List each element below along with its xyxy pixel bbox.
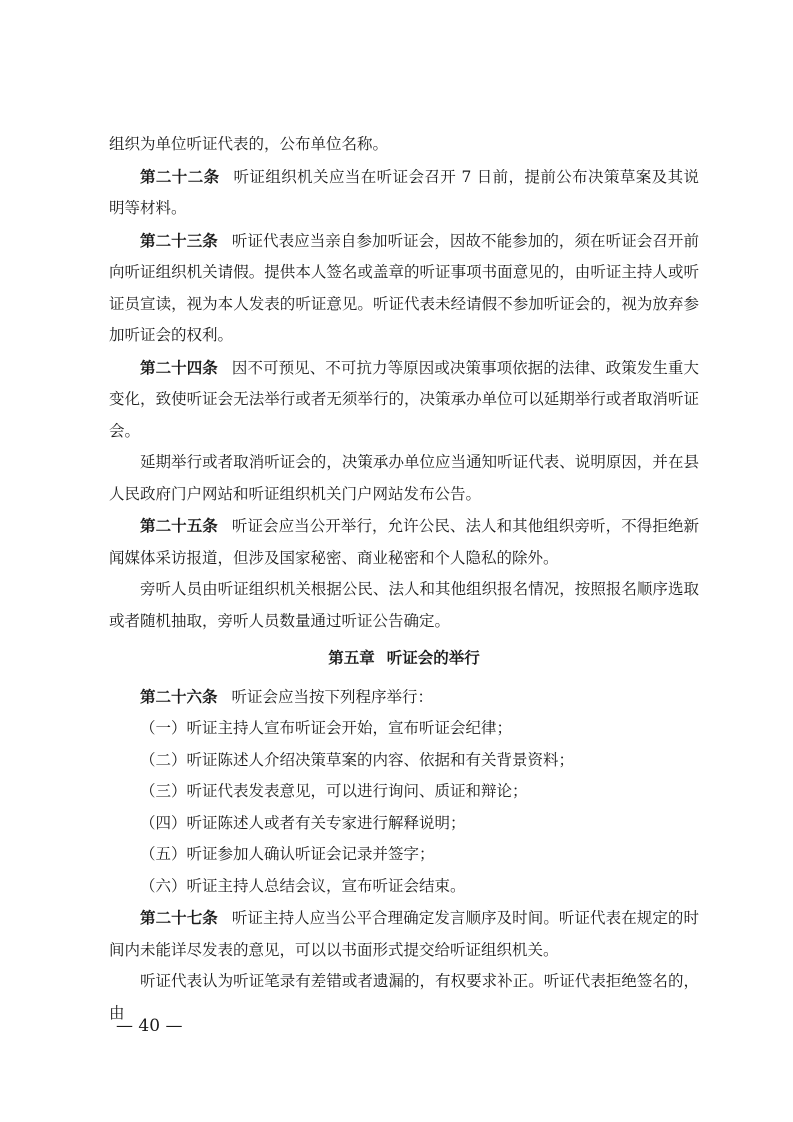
article-paragraph xyxy=(109,681,699,714)
paragraph-text: 延期举行或者取消听证会的，决策承办单位应当通知听证代表、说明原因，并在县人民政府门户网站和听证组织机关门户网站发布公告。 xyxy=(109,453,699,503)
chapter-heading xyxy=(109,643,699,675)
paragraph xyxy=(109,839,699,871)
paragraph-text: 听证会应当公开举行，允许公民、法人和其他组织旁听，不得拒绝新闻媒体采访报道，但涉及国家秘密、商业秘密和个人隐私的除外。 xyxy=(109,517,699,567)
article-number: 第二十五条 xyxy=(140,516,218,535)
paragraph xyxy=(109,776,699,808)
paragraph-text: 组织为单位听证代表的，公布单位名称。 xyxy=(109,135,389,153)
paragraph-text: （二）听证陈述人介绍决策草案的内容、依据和有关背景资料； xyxy=(140,750,575,769)
article-number: 第二十四条 xyxy=(140,357,218,377)
paragraph-text: （六）听证主持人总结会议，宣布听证会结束。 xyxy=(140,876,466,895)
paragraph-text: 听证代表应当亲自参加听证会，因故不能参加的，须在听证会召开前向听证组织机关请假。提供本人签名或盖章的听证事项书面意见的，由听证主持人或听证员宣读，视为本人发表的听证意见。听证代表未经请假不参加听证会的，视为放弃参加听证会的权利。 xyxy=(109,231,699,344)
article-number: 第二十六条 xyxy=(140,686,218,706)
paragraph xyxy=(109,129,699,161)
page-number: — 40 — xyxy=(116,1016,183,1036)
paragraph xyxy=(109,966,699,1029)
article-number: 第二十七条 xyxy=(140,908,218,927)
article-paragraph xyxy=(109,902,699,966)
article-paragraph xyxy=(109,161,699,225)
paragraph-text: （三）听证代表发表意见，可以进行询问、质证和辩论； xyxy=(140,782,528,800)
paragraph-text: 听证代表认为听证笔录有差错或者遗漏的，有权要求补正。听证代表拒绝签名的，由 xyxy=(109,972,699,1022)
paragraph-text: 听证会应当按下列程序举行： xyxy=(231,687,434,706)
chapter-number: 第五章 xyxy=(328,649,375,667)
paragraph xyxy=(109,574,699,637)
article-paragraph xyxy=(109,510,699,574)
paragraph xyxy=(109,745,699,777)
paragraph-text: （五）听证参加人确认听证会记录并签字； xyxy=(140,845,435,863)
article-paragraph xyxy=(109,225,699,352)
paragraph-text: 因不可预见、不可抗力等原因或决策事项依据的法律、政策发生重大变化，致使听证会无法举行或者无须举行的，决策承办单位可以延期举行或者取消听证会。 xyxy=(109,358,699,440)
paragraph xyxy=(109,808,699,840)
paragraph-text: 听证组织机关应当在听证会召开 7 日前，提前公布决策草案及其说明等材料。 xyxy=(109,167,699,217)
article-paragraph xyxy=(109,352,699,448)
chapter-title: 听证会的举行 xyxy=(386,649,480,667)
paragraph-text: 旁听人员由听证组织机关根据公民、法人和其他组织报名情况，按照报名顺序选取或者随机抽取，旁听人员数量通过听证公告确定。 xyxy=(109,580,699,630)
paragraph-text: （四）听证陈述人或者有关专家进行解释说明； xyxy=(140,813,466,832)
paragraph-text: 听证主持人应当公平合理确定发言顺序及时间。听证代表在规定的时间内未能详尽发表的意见，可以以书面形式提交给听证组织机关。 xyxy=(109,909,699,959)
article-number: 第二十二条 xyxy=(140,166,220,186)
paragraph xyxy=(109,447,699,510)
paragraph xyxy=(109,713,699,745)
document-body xyxy=(109,129,699,1029)
paragraph xyxy=(109,871,699,903)
paragraph-text: （一）听证主持人宣布听证会开始，宣布听证会纪律； xyxy=(140,719,513,737)
article-number: 第二十三条 xyxy=(140,230,218,250)
